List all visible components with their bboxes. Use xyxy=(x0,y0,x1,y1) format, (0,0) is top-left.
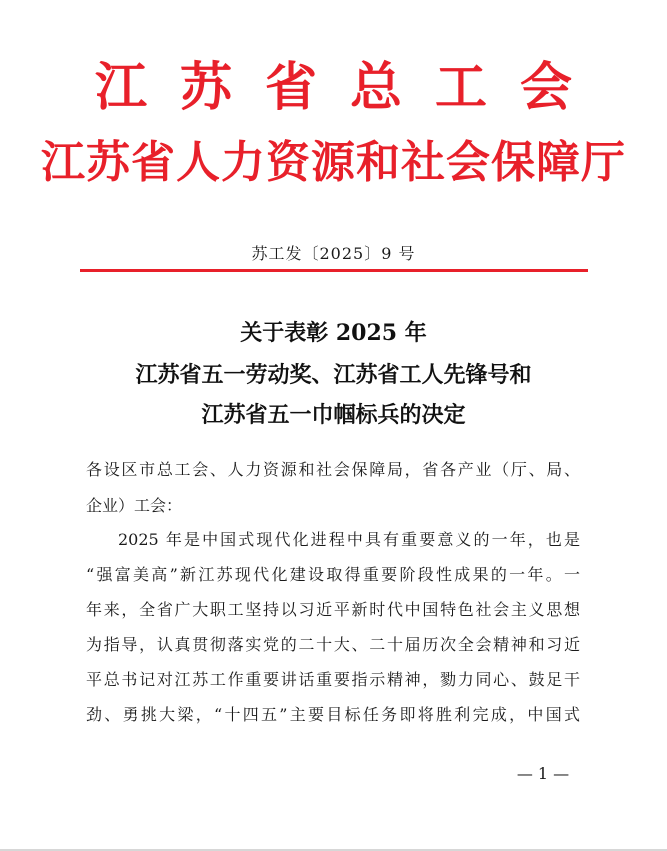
page-number: — 1 — xyxy=(516,764,570,783)
document-title-line-3: 江苏省五一巾帼标兵的决定 xyxy=(201,402,466,428)
body-paragraph-line: 2025 年是中国式现代化进程中具有重要意义的一年，也是 xyxy=(118,530,580,549)
addressee-line-1: 各设区市总工会、人力资源和社会保障局，省各产业（厅、局、 xyxy=(86,460,580,479)
body-paragraph-line: 平总书记对江苏工作重要讲话重要指示精神，勠力同心、鼓足干 xyxy=(86,670,580,689)
body-paragraph-line: 劲、勇挑大梁，“十四五”主要目标任务即将胜利完成，中国式 xyxy=(86,705,580,724)
red-divider-line xyxy=(80,269,588,272)
body-paragraph-line: 年来，全省广大职工坚持以习近平新时代中国特色社会主义思想 xyxy=(86,600,580,619)
body-paragraph-line: “强富美高”新江苏现代化建设取得重要阶段性成果的一年。一 xyxy=(86,565,580,584)
issuer-name-federation: 江苏省总工会 xyxy=(94,57,605,118)
document-number: 苏工发〔2025〕9 号 xyxy=(251,244,416,263)
document-title-line-2: 江苏省五一劳动奖、江苏省工人先锋号和 xyxy=(135,362,532,388)
body-paragraph-line: 为指导，认真贯彻落实党的二十大、二十届历次全会精神和习近 xyxy=(86,635,580,654)
addressee-line-2: 企业）工会： xyxy=(86,496,183,515)
document-title-line-1: 关于表彰 2025 年 xyxy=(240,320,427,346)
issuer-name-hr-department: 江苏省人力资源和社会保障厅 xyxy=(41,137,626,188)
